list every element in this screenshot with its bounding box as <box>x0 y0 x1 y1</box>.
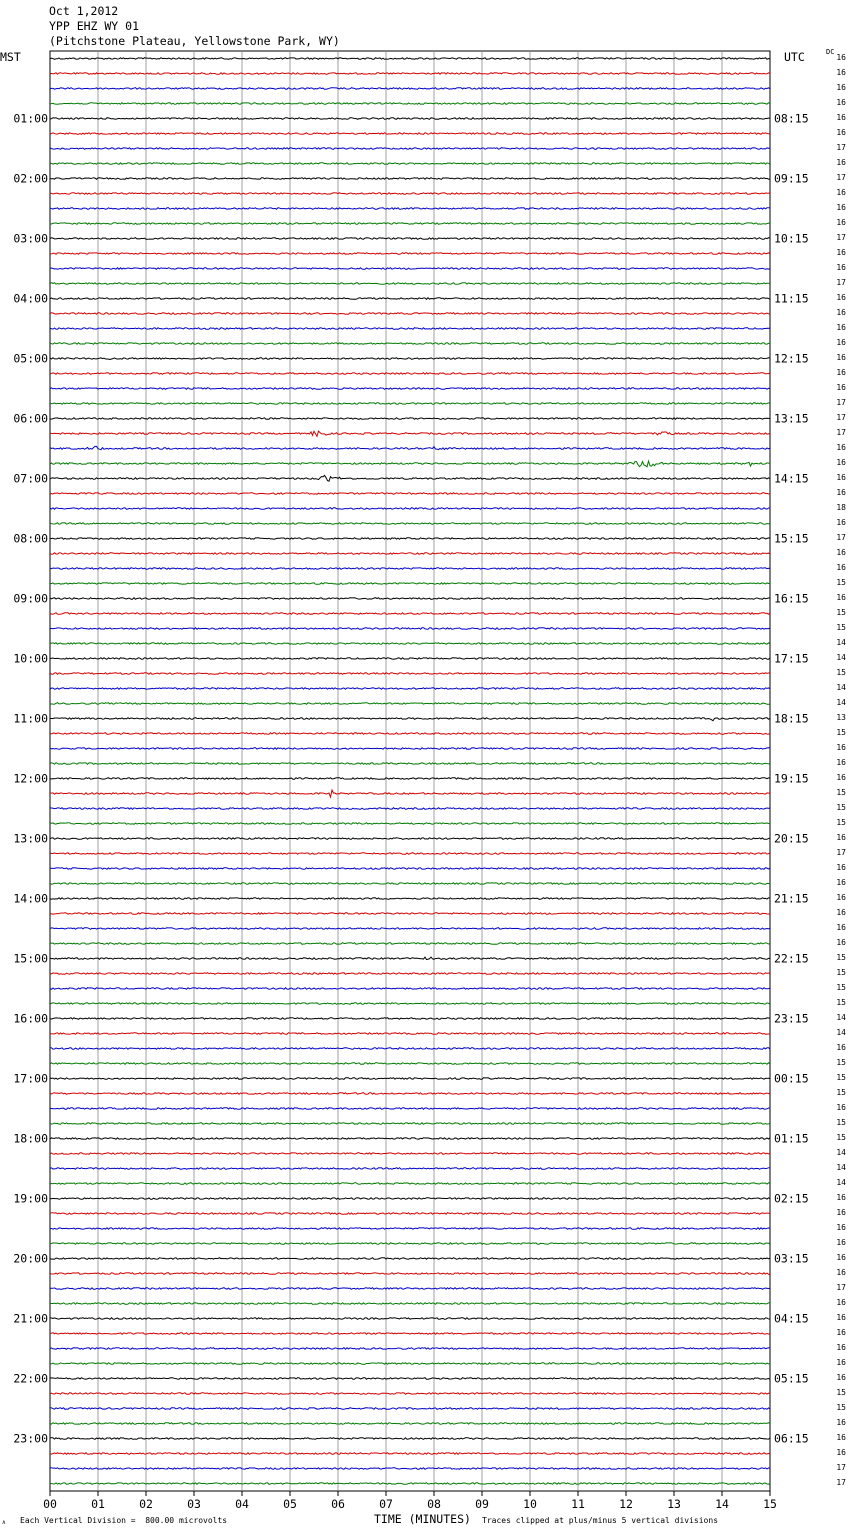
utc-hour-label: 13:15 <box>774 411 809 426</box>
seismic-trace <box>50 1228 770 1230</box>
mst-hour-label: 07:00 <box>13 471 48 486</box>
seismic-trace <box>50 973 770 975</box>
seismic-trace <box>50 823 770 825</box>
seismic-trace <box>50 446 770 449</box>
utc-hour-label: 18:15 <box>774 711 809 726</box>
utc-hour-label: 08:15 <box>774 111 809 126</box>
dc-offset-value: 17 <box>836 1478 846 1487</box>
mst-hour-label: 14:00 <box>13 891 48 906</box>
seismic-trace <box>50 957 770 959</box>
dc-offset-value: 14 <box>836 698 846 707</box>
mst-hour-label: 10:00 <box>13 651 48 666</box>
mst-hour-label: 03:00 <box>13 231 48 246</box>
seismic-trace <box>50 1273 770 1275</box>
dc-offset-value: 14 <box>836 1163 846 1172</box>
dc-offset-value: 16 <box>836 1433 846 1442</box>
grid-lines <box>98 51 722 1491</box>
seismic-trace <box>50 508 770 510</box>
dc-offset-value: 16 <box>836 1298 846 1307</box>
seismic-trace <box>50 358 770 360</box>
dc-offset-value: 16 <box>836 923 846 932</box>
dc-offset-value: 16 <box>836 593 846 602</box>
dc-offset-value: 16 <box>836 203 846 212</box>
seismic-trace <box>50 733 770 735</box>
mst-hour-label: 12:00 <box>13 771 48 786</box>
utc-hour-label: 06:15 <box>774 1431 809 1446</box>
mst-hour-label: 23:00 <box>13 1431 48 1446</box>
seismic-trace <box>50 1003 770 1005</box>
x-tick-label: 02 <box>139 1497 153 1511</box>
dc-offset-value: 16 <box>836 68 846 77</box>
seismic-trace <box>50 583 770 585</box>
utc-hour-label: 16:15 <box>774 591 809 606</box>
utc-hour-label: 03:15 <box>774 1251 809 1266</box>
dc-offset-value: 15 <box>836 803 846 812</box>
dc-offset-value: 16 <box>836 743 846 752</box>
seismic-trace <box>50 688 770 690</box>
dc-offset-value: 15 <box>836 998 846 1007</box>
seismic-trace <box>50 178 770 180</box>
utc-hour-label: 01:15 <box>774 1131 809 1146</box>
dc-offset-value: 16 <box>836 188 846 197</box>
utc-hour-label: 10:15 <box>774 231 809 246</box>
seismic-trace <box>50 538 770 540</box>
dc-offset-value: 16 <box>836 773 846 782</box>
dc-offset-value: 16 <box>836 1343 846 1352</box>
dc-column-label: DC <box>826 48 835 56</box>
dc-offset-value: 16 <box>836 908 846 917</box>
x-axis-label: TIME (MINUTES) <box>374 1512 471 1526</box>
seismic-trace <box>50 1108 770 1110</box>
seismic-trace <box>50 748 770 750</box>
dc-offset-value: 16 <box>836 1208 846 1217</box>
seismic-trace <box>50 598 770 600</box>
dc-offset-value: 15 <box>836 968 846 977</box>
x-tick-label: 05 <box>283 1497 297 1511</box>
mst-hour-label: 09:00 <box>13 591 48 606</box>
utc-hour-label: 12:15 <box>774 351 809 366</box>
seismic-trace <box>50 628 770 630</box>
seismic-trace <box>50 1033 770 1035</box>
corner-marker: ∧ <box>2 1519 6 1526</box>
x-tick-label: 14 <box>715 1497 729 1511</box>
seismic-trace <box>50 1333 770 1335</box>
dc-offset-value: 16 <box>836 1238 846 1247</box>
seismic-trace <box>50 103 770 105</box>
dc-offset-value: 15 <box>836 1133 846 1142</box>
x-tick-label: 15 <box>763 1497 777 1511</box>
mst-hour-label: 16:00 <box>13 1011 48 1026</box>
x-axis-ticks <box>43 1491 777 1511</box>
x-tick-label: 04 <box>235 1497 249 1511</box>
seismic-trace <box>50 568 770 570</box>
dc-offset-value: 17 <box>836 233 846 242</box>
x-tick-label: 00 <box>43 1497 57 1511</box>
seismic-trace <box>50 643 770 645</box>
dc-offset-value: 16 <box>836 488 846 497</box>
seismic-trace <box>50 673 770 675</box>
mst-zone-label: MST <box>0 50 21 64</box>
x-tick-label: 06 <box>331 1497 345 1511</box>
dc-offset-value: 17 <box>836 143 846 152</box>
seismic-trace <box>50 1243 770 1245</box>
seismic-trace <box>50 431 770 436</box>
mst-hour-label: 13:00 <box>13 831 48 846</box>
seismic-trace <box>50 1048 770 1050</box>
dc-offset-value: 15 <box>836 818 846 827</box>
dc-offset-value: 15 <box>836 1118 846 1127</box>
dc-offset-value: 17 <box>836 428 846 437</box>
dc-offset-value: 15 <box>836 1073 846 1082</box>
dc-offset-value: 16 <box>836 248 846 257</box>
utc-hour-label: 05:15 <box>774 1371 809 1386</box>
mst-hour-label: 05:00 <box>13 351 48 366</box>
seismic-trace <box>50 790 770 797</box>
utc-hour-label: 21:15 <box>774 891 809 906</box>
dc-offset-value: 16 <box>836 758 846 767</box>
seismic-trace <box>50 718 770 721</box>
utc-zone-label: UTC <box>784 50 805 64</box>
seismic-trace <box>50 1153 770 1155</box>
dc-offset-value: 16 <box>836 113 846 122</box>
mst-hour-label: 02:00 <box>13 171 48 186</box>
seismic-trace <box>50 1198 770 1200</box>
seismic-trace <box>50 658 770 660</box>
dc-offset-value: 17 <box>836 1463 846 1472</box>
dc-offset-value: 17 <box>836 173 846 182</box>
mst-hour-label: 20:00 <box>13 1251 48 1266</box>
dc-offset-value: 16 <box>836 368 846 377</box>
utc-hour-label: 14:15 <box>774 471 809 486</box>
seismic-trace <box>50 1438 770 1440</box>
dc-offset-value: 15 <box>836 728 846 737</box>
dc-offset-value: 16 <box>836 53 846 62</box>
dc-offset-value: 16 <box>836 263 846 272</box>
dc-offset-value: 18 <box>836 503 846 512</box>
seismic-trace <box>50 763 770 765</box>
mst-hour-label: 15:00 <box>13 951 48 966</box>
dc-offset-value: 16 <box>836 338 846 347</box>
utc-hour-label: 00:15 <box>774 1071 809 1086</box>
mst-hour-label: 19:00 <box>13 1191 48 1206</box>
dc-offset-value: 16 <box>836 1103 846 1112</box>
seismic-trace <box>50 1123 770 1125</box>
seismic-trace <box>50 1078 770 1080</box>
dc-offset-value: 16 <box>836 1253 846 1262</box>
dc-offset-value: 16 <box>836 443 846 452</box>
dc-offset-value: 16 <box>836 518 846 527</box>
dc-offset-value: 16 <box>836 1328 846 1337</box>
seismic-trace <box>50 373 770 375</box>
seismic-trace <box>50 1303 770 1305</box>
seismic-trace <box>50 88 770 90</box>
dc-offset-value: 15 <box>836 623 846 632</box>
dc-offset-value: 14 <box>836 1028 846 1037</box>
dc-offset-value: 16 <box>836 83 846 92</box>
utc-hour-label: 09:15 <box>774 171 809 186</box>
seismic-trace <box>50 1423 770 1425</box>
seismic-trace <box>50 1378 770 1380</box>
x-tick-label: 12 <box>619 1497 633 1511</box>
dc-offset-value: 15 <box>836 953 846 962</box>
dc-offset-value: 16 <box>836 833 846 842</box>
dc-offset-value: 16 <box>836 1223 846 1232</box>
dc-offset-value: 16 <box>836 1373 846 1382</box>
seismic-trace <box>50 1018 770 1020</box>
dc-offset-labels <box>836 53 846 1487</box>
seismic-trace <box>50 418 770 420</box>
seismic-trace <box>50 493 770 495</box>
plot-frame <box>50 51 770 1491</box>
seismic-trace <box>50 1318 770 1320</box>
mst-hour-label: 21:00 <box>13 1311 48 1326</box>
dc-offset-value: 16 <box>836 1043 846 1052</box>
seismic-trace <box>50 808 770 810</box>
station-code: YPP EHZ WY 01 <box>49 19 140 33</box>
utc-hour-label: 15:15 <box>774 531 809 546</box>
seismic-trace <box>50 148 770 150</box>
seismic-trace <box>50 343 770 345</box>
dc-offset-value: 16 <box>836 383 846 392</box>
utc-hour-label: 04:15 <box>774 1311 809 1326</box>
clipping-note: Traces clipped at plus/minus 5 vertical divisions <box>482 1516 719 1525</box>
dc-offset-value: 15 <box>836 788 846 797</box>
dc-offset-value: 17 <box>836 848 846 857</box>
mst-hour-label: 17:00 <box>13 1071 48 1086</box>
dc-offset-value: 16 <box>836 1358 846 1367</box>
dc-offset-value: 16 <box>836 353 846 362</box>
utc-hour-label: 17:15 <box>774 651 809 666</box>
seismic-trace <box>50 988 770 990</box>
seismic-trace <box>50 1258 770 1260</box>
dc-offset-value: 16 <box>836 1448 846 1457</box>
seismic-trace <box>50 1408 770 1410</box>
x-tick-label: 11 <box>571 1497 585 1511</box>
seismic-trace <box>50 1093 770 1095</box>
dc-offset-value: 14 <box>836 653 846 662</box>
dc-offset-value: 16 <box>836 158 846 167</box>
dc-offset-value: 16 <box>836 878 846 887</box>
dc-offset-value: 15 <box>836 608 846 617</box>
dc-offset-value: 17 <box>836 533 846 542</box>
seismic-trace <box>50 1063 770 1065</box>
dc-offset-value: 15 <box>836 1388 846 1397</box>
seismic-trace <box>50 58 770 60</box>
seismic-trace <box>50 943 770 945</box>
dc-offset-value: 16 <box>836 1418 846 1427</box>
vertical-scale-note: Each Vertical Division = 800.00 microvolts <box>20 1516 228 1525</box>
seismic-trace <box>50 208 770 210</box>
x-tick-label: 01 <box>91 1497 105 1511</box>
seismic-trace <box>50 388 770 390</box>
dc-offset-value: 16 <box>836 323 846 332</box>
mst-hour-label: 18:00 <box>13 1131 48 1146</box>
seismic-trace <box>50 883 770 885</box>
utc-hour-label: 22:15 <box>774 951 809 966</box>
dc-offset-value: 15 <box>836 1088 846 1097</box>
dc-offset-value: 14 <box>836 638 846 647</box>
dc-offset-value: 13 <box>836 713 846 722</box>
seismic-trace <box>50 613 770 615</box>
dc-offset-value: 16 <box>836 293 846 302</box>
mst-hour-label: 06:00 <box>13 411 48 426</box>
dc-offset-value: 16 <box>836 458 846 467</box>
dc-offset-value: 16 <box>836 893 846 902</box>
seismic-trace <box>50 838 770 840</box>
seismic-trace <box>50 1393 770 1395</box>
dc-offset-value: 16 <box>836 863 846 872</box>
x-tick-label: 13 <box>667 1497 681 1511</box>
seismic-trace <box>50 313 770 315</box>
x-tick-label: 03 <box>187 1497 201 1511</box>
seismic-trace <box>50 163 770 165</box>
seismic-trace <box>50 553 770 555</box>
seismic-trace <box>50 1138 770 1140</box>
mst-hour-label: 04:00 <box>13 291 48 306</box>
dc-offset-value: 16 <box>836 548 846 557</box>
dc-offset-value: 15 <box>836 1058 846 1067</box>
seismic-trace <box>50 1348 770 1350</box>
seismic-trace <box>50 928 770 930</box>
seismic-trace <box>50 268 770 270</box>
dc-offset-value: 17 <box>836 413 846 422</box>
x-tick-label: 10 <box>523 1497 537 1511</box>
seismic-trace <box>50 238 770 240</box>
seismic-trace <box>50 328 770 330</box>
seismic-trace <box>50 223 770 225</box>
seismic-trace <box>50 703 770 705</box>
dc-offset-value: 17 <box>836 1283 846 1292</box>
seismic-trace <box>50 1468 770 1470</box>
seismic-trace <box>50 898 770 900</box>
dc-offset-value: 16 <box>836 938 846 947</box>
dc-offset-value: 16 <box>836 128 846 137</box>
x-tick-label: 07 <box>379 1497 393 1511</box>
seismic-trace <box>50 118 770 120</box>
dc-offset-value: 14 <box>836 683 846 692</box>
dc-offset-value: 16 <box>836 473 846 482</box>
dc-offset-value: 16 <box>836 308 846 317</box>
dc-offset-value: 16 <box>836 563 846 572</box>
dc-offset-value: 16 <box>836 1193 846 1202</box>
mst-hour-label: 22:00 <box>13 1371 48 1386</box>
x-tick-label: 08 <box>427 1497 441 1511</box>
dc-offset-value: 15 <box>836 1403 846 1412</box>
dc-offset-value: 16 <box>836 218 846 227</box>
dc-offset-value: 14 <box>836 1178 846 1187</box>
dc-offset-value: 17 <box>836 398 846 407</box>
dc-offset-value: 16 <box>836 1313 846 1322</box>
seismic-trace <box>50 868 770 870</box>
mst-hour-label: 08:00 <box>13 531 48 546</box>
seismic-trace <box>50 1168 770 1170</box>
seismic-trace <box>50 475 770 481</box>
seismic-trace <box>50 73 770 75</box>
x-tick-label: 09 <box>475 1497 489 1511</box>
seismic-trace <box>50 1288 770 1290</box>
seismic-trace <box>50 253 770 255</box>
dc-offset-value: 15 <box>836 668 846 677</box>
mst-hour-label: 01:00 <box>13 111 48 126</box>
dc-offset-value: 14 <box>836 1013 846 1022</box>
utc-hour-label: 23:15 <box>774 1011 809 1026</box>
seismic-trace <box>50 1453 770 1455</box>
seismic-trace <box>50 778 770 780</box>
seismic-trace <box>50 1363 770 1365</box>
utc-hour-label: 19:15 <box>774 771 809 786</box>
station-location: (Pitchstone Plateau, Yellowstone Park, WY) <box>49 34 340 48</box>
dc-offset-value: 16 <box>836 1268 846 1277</box>
seismic-trace <box>50 1183 770 1185</box>
seismic-trace <box>50 283 770 285</box>
seismic-trace <box>50 853 770 855</box>
seismic-trace <box>50 1213 770 1215</box>
dc-offset-value: 16 <box>836 98 846 107</box>
seismic-trace <box>50 133 770 135</box>
dc-offset-value: 15 <box>836 578 846 587</box>
seismic-trace <box>50 461 770 467</box>
trace-group <box>50 58 770 1485</box>
dc-offset-value: 15 <box>836 983 846 992</box>
mst-hour-label: 11:00 <box>13 711 48 726</box>
dc-offset-value: 14 <box>836 1148 846 1157</box>
seismic-trace <box>50 403 770 405</box>
utc-hour-label: 20:15 <box>774 831 809 846</box>
seismic-trace <box>50 523 770 525</box>
seismic-trace <box>50 1483 770 1485</box>
seismic-trace <box>50 913 770 915</box>
utc-hour-label: 11:15 <box>774 291 809 306</box>
seismic-trace <box>50 193 770 195</box>
record-date: Oct 1,2012 <box>49 4 119 18</box>
seismic-trace <box>50 298 770 300</box>
utc-hour-label: 02:15 <box>774 1191 809 1206</box>
dc-offset-value: 17 <box>836 278 846 287</box>
